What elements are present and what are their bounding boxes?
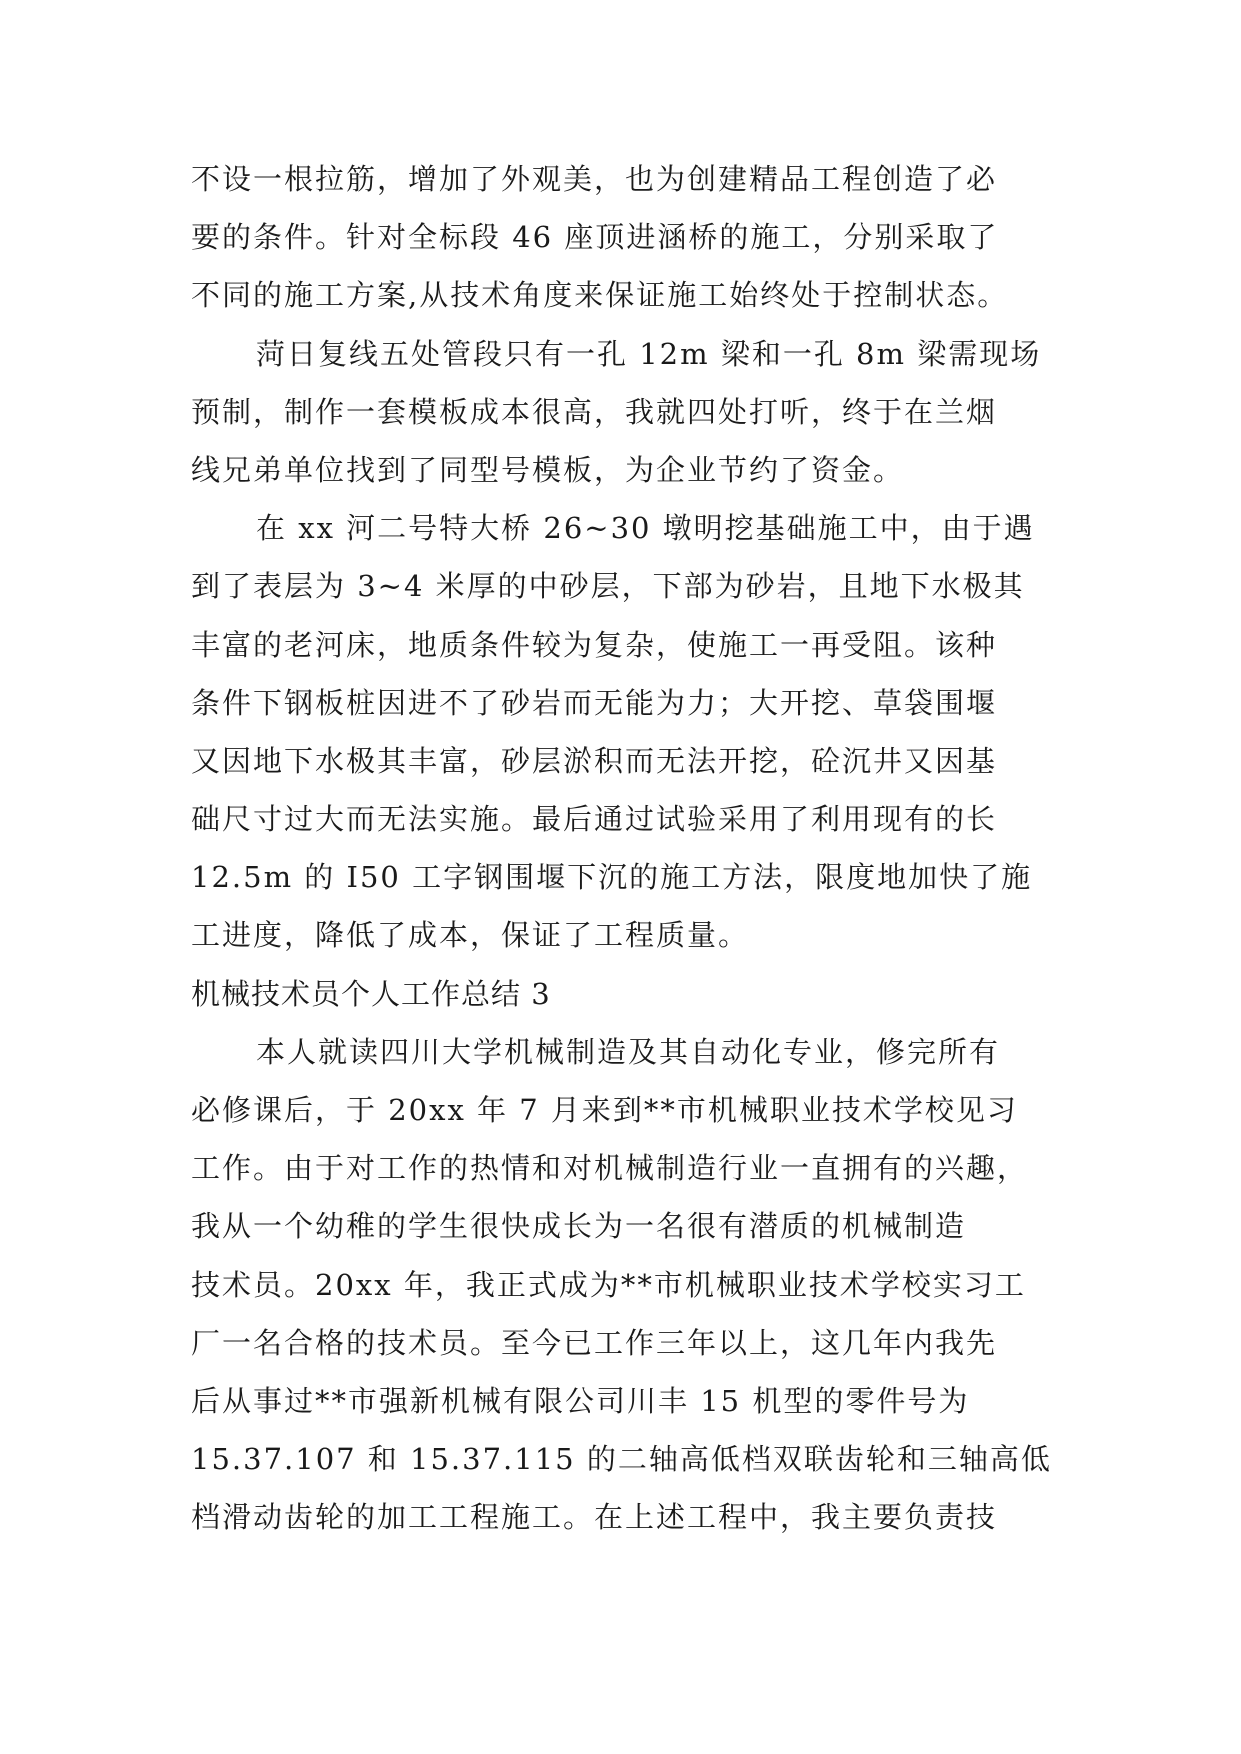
paragraph-line: 12.5m 的 I50 工字钢围堰下沉的施工方法，限度地加快了施 xyxy=(191,860,1033,895)
paragraph-line: 厂一名合格的技术员。至今已工作三年以上，这几年内我先 xyxy=(191,1325,998,1360)
document-body xyxy=(191,150,1071,1547)
paragraph-line: 后从事过**市强新机械有限公司川丰 15 机型的零件号为 xyxy=(191,1383,970,1418)
paragraph-line: 本人就读四川大学机械制造及其自动化专业，修完所有 xyxy=(256,1034,1001,1069)
section-heading: 机械技术员个人工作总结 3 xyxy=(191,976,551,1011)
paragraph-line: 我从一个幼稚的学生很快成长为一名很有潜质的机械制造 xyxy=(191,1209,967,1244)
paragraph-line: 条件下钢板桩因进不了砂岩而无能为力；大开挖、草袋围堰 xyxy=(191,685,998,720)
paragraph-line: 又因地下水极其丰富，砂层淤积而无法开挖，砼沉井又因基 xyxy=(191,743,998,778)
paragraph-line: 线兄弟单位找到了同型号模板，为企业节约了资金。 xyxy=(191,452,905,487)
paragraph-line: 不同的施工方案,从技术角度来保证施工始终处于控制状态。 xyxy=(191,278,1009,313)
paragraph-line: 工作。由于对工作的热情和对机械制造行业一直拥有的兴趣， xyxy=(191,1151,1029,1186)
paragraph-line: 工进度，降低了成本，保证了工程质量。 xyxy=(191,918,750,953)
paragraph-line: 预制，制作一套模板成本很高，我就四处打听，终于在兰烟 xyxy=(191,394,998,429)
paragraph-line: 到了表层为 3~4 米厚的中砂层，下部为砂岩，且地下水极其 xyxy=(191,569,1025,604)
paragraph-line: 档滑动齿轮的加工工程施工。在上述工程中，我主要负责技 xyxy=(191,1500,998,1535)
paragraph-line: 要的条件。针对全标段 46 座顶进涵桥的施工，分别采取了 xyxy=(191,220,999,255)
paragraph-line: 技术员。20xx 年，我正式成为**市机械职业技术学校实习工 xyxy=(191,1267,1026,1302)
paragraph-line: 丰富的老河床，地质条件较为复杂，使施工一再受阻。该种 xyxy=(191,627,998,662)
paragraph-line: 菏日复线五处管段只有一孔 12m 梁和一孔 8m 梁需现场 xyxy=(256,336,1042,371)
paragraph-line: 在 xx 河二号特大桥 26~30 墩明挖基础施工中，由于遇 xyxy=(256,511,1035,546)
paragraph-line: 必修课后，于 20xx 年 7 月来到**市机械职业技术学校见习 xyxy=(191,1093,1018,1127)
paragraph-line: 15.37.107 和 15.37.115 的二轴高低档双联齿轮和三轴高低 xyxy=(191,1442,1052,1477)
paragraph-line: 础尺寸过大而无法实施。最后通过试验采用了利用现有的长 xyxy=(191,802,998,837)
paragraph-line: 不设一根拉筋，增加了外观美，也为创建精品工程创造了必 xyxy=(191,162,998,196)
